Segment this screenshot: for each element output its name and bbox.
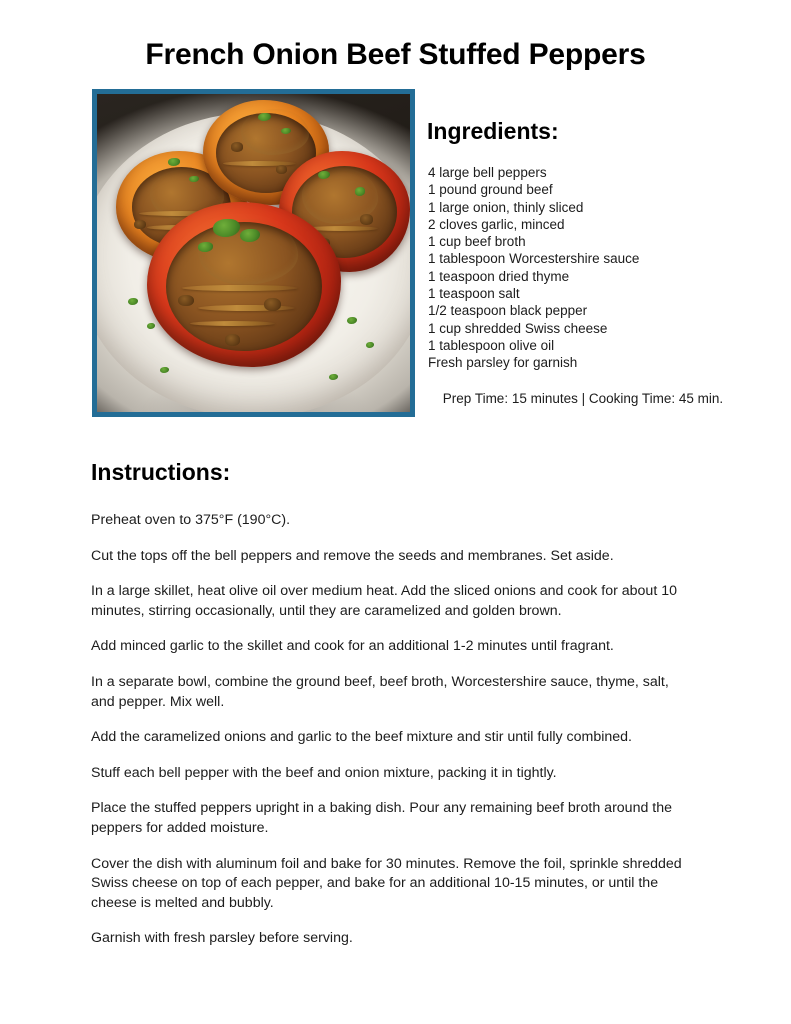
instruction-step: Add minced garlic to the skillet and cook for an additional 1-2 minutes until fragrant. xyxy=(91,638,614,655)
ingredient-item: 1 cup shredded Swiss cheese xyxy=(428,320,608,336)
ingredient-item: 1/2 teaspoon black pepper xyxy=(428,303,588,319)
cheese xyxy=(241,109,309,155)
ingredient-item: 1 teaspoon dried thyme xyxy=(428,268,570,284)
beef-crumb xyxy=(360,214,373,225)
ingredient-item: 1 teaspoon salt xyxy=(428,286,520,302)
ingredients-heading: Ingredients: xyxy=(427,118,559,144)
beef-crumb xyxy=(225,334,241,346)
ingredient-item: 2 cloves garlic, minced xyxy=(428,216,565,232)
instruction-step: Garnish with fresh parsley before serving. xyxy=(91,930,353,947)
instructions-list xyxy=(91,511,686,949)
beef-crumb xyxy=(231,142,244,151)
ingredient-item: 1 tablespoon Worcestershire sauce xyxy=(428,251,640,267)
recipe-photo xyxy=(92,89,415,417)
parsley-garnish xyxy=(240,229,259,242)
instruction-step: Cover the dish with aluminum foil and bake for 30 minutes. Remove the foil, sprinkle shredded Swiss cheese on top of each pepper, and bake for an additional 10-15 minutes, or until the cheese is melted and bubbly. xyxy=(91,855,682,911)
instruction-step: In a separate bowl, combine the ground beef, beef broth, Worcestershire sauce, thyme, salt, and pepper. Mix well. xyxy=(91,673,669,710)
instruction-step: In a large skillet, heat olive oil over medium heat. Add the sliced onions and cook for about 10 minutes, stirring occasionally, until they are caramelized and golden brown. xyxy=(91,583,677,619)
instruction-step: Cut the tops off the bell peppers and remove the seeds and membranes. Set aside. xyxy=(91,547,614,564)
beef-crumb xyxy=(264,298,281,311)
beef-crumb xyxy=(276,165,287,173)
beef-crumb xyxy=(178,295,194,307)
instruction-step: Stuff each bell pepper with the beef and onion mixture, packing it in tightly. xyxy=(91,764,557,781)
ingredients-list xyxy=(428,164,748,372)
ingredient-item: Fresh parsley for garnish xyxy=(428,355,578,371)
parsley-garnish xyxy=(198,242,214,252)
instruction-step: Preheat oven to 375°F (190°C). xyxy=(91,512,291,528)
parsley-garnish xyxy=(128,298,138,305)
instructions-heading: Instructions: xyxy=(91,459,231,485)
beef-crumb xyxy=(134,220,146,229)
instruction-step: Place the stuffed peppers upright in a baking dish. Pour any remaining beef broth around the peppers for added moisture. xyxy=(91,800,673,836)
page-title: French Onion Beef Stuffed Peppers xyxy=(145,38,646,71)
instruction-step: Add the caramelized onions and garlic to the beef mixture and stir until fully combined. xyxy=(91,729,632,746)
onion-slice xyxy=(182,285,298,291)
ingredient-item: 1 cup beef broth xyxy=(428,234,526,250)
ingredient-item: 1 large onion, thinly sliced xyxy=(428,199,584,215)
parsley-garnish xyxy=(168,158,180,166)
time-note: Prep Time: 15 minutes | Cooking Time: 45 min. xyxy=(442,391,724,406)
ingredient-item: 1 tablespoon olive oil xyxy=(428,337,555,353)
ingredient-item: 1 pound ground beef xyxy=(428,182,553,198)
parsley-garnish xyxy=(329,374,338,380)
recipe-photo-image xyxy=(97,94,410,412)
ingredient-item: 4 large bell peppers xyxy=(428,165,547,180)
